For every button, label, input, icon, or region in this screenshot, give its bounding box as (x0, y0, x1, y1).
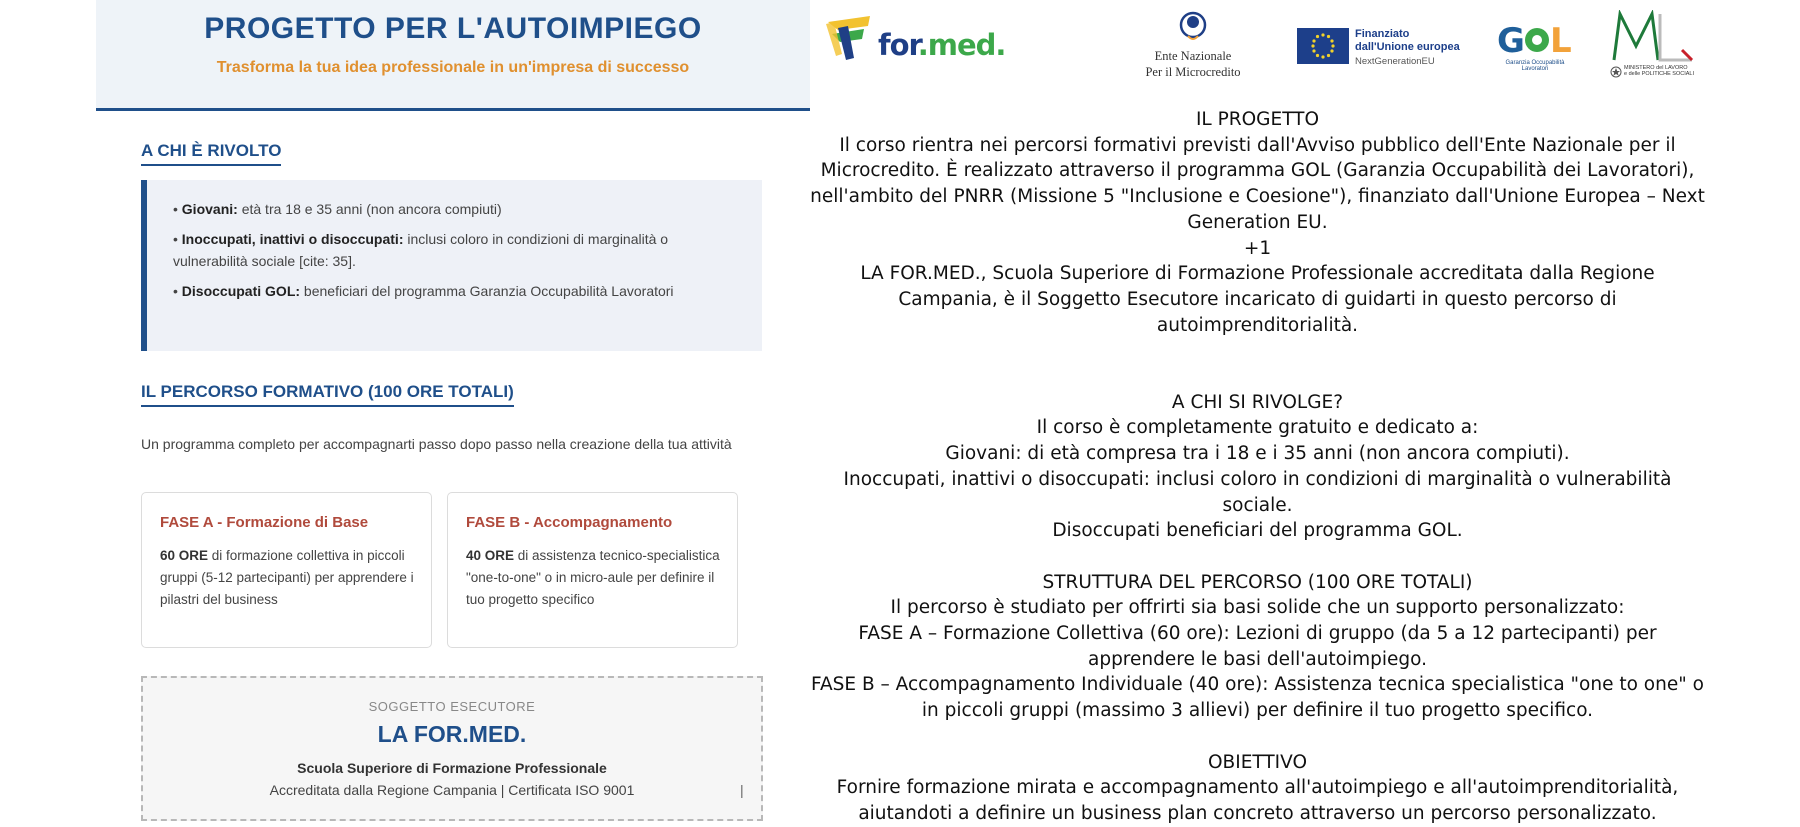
eu-ngeu-text: NextGenerationEU (1355, 56, 1435, 67)
doc-line: FASE B – Accompagnamento Individuale (40 ore): Assistenza tecnica specialistica "one to one" o (811, 674, 1704, 696)
phase-hours: 40 ORE (466, 548, 515, 563)
gol-logo-text: Garanzia Occupabilità Lavoratori (1505, 60, 1565, 72)
enm-line1: Ente Nazionale (1154, 49, 1232, 63)
doc-line: A CHI SI RIVOLGE? (1171, 391, 1344, 413)
doc-line (810, 364, 1705, 390)
doc-line: sociale. (1222, 494, 1293, 516)
enm-logo-text (1128, 48, 1258, 80)
list-item: • Disoccupati GOL: beneficiari del programma Garanzia Occupabilità Lavoratori (173, 283, 674, 299)
phase-title: FASE A - Formazione di Base (160, 514, 369, 531)
phase-card-b (447, 492, 738, 648)
enm-logo (1128, 10, 1258, 80)
item-label: Inoccupati, inattivi o disoccupati: (181, 231, 404, 247)
doc-line: IL PROGETTO (1195, 109, 1320, 130)
executor-name: LA FOR.MED. (377, 721, 527, 747)
formed-logo-icon (824, 14, 880, 64)
doc-line (810, 338, 1705, 364)
section-title-target: A CHI È RIVOLTO (141, 141, 281, 166)
doc-line: OBIETTIVO (1207, 751, 1308, 773)
executor-subtitle: Scuola Superiore di Formazione Professionale (297, 760, 607, 776)
formed-logo-med: .med. (917, 28, 1006, 62)
doc-line: Fornire formazione mirata e accompagnamento all'autoimpiego e all'autoimprenditorialità, (836, 777, 1679, 799)
phase-text (160, 545, 414, 611)
doc-line: Microcredito. È realizzato attraverso il programma GOL (Garanzia Occupabilità dei Lavoratori), (820, 160, 1695, 182)
doc-line (810, 544, 1705, 570)
enm-line2: Per il Microcredito (1145, 65, 1241, 79)
phase-desc: di formazione collettiva in piccoli gruppi (5-12 partecipanti) per apprendere i pilastri del business (160, 548, 414, 607)
doc-line: aiutandoti a definire un business plan concreto attraverso un percorso personalizzato. (858, 802, 1657, 824)
item-label: Disoccupati GOL: (181, 283, 301, 299)
course-intro: Un programma completo per accompagnarti passo dopo passo nella creazione della tua attività (141, 436, 732, 452)
emblem-icon (1610, 66, 1622, 78)
section-title-course: IL PERCORSO FORMATIVO (100 ORE TOTALI) (141, 382, 514, 407)
doc-line: Il corso rientra nei percorsi formativi previsti dall'Avviso pubblico dell'Ente Nazionale per il (839, 134, 1676, 156)
enm-logo-icon (1176, 10, 1210, 44)
formed-logo-text (878, 28, 1005, 62)
page-title: PROGETTO PER L'AUTOIMPIEGO (204, 12, 702, 45)
formed-logo (824, 12, 1004, 68)
doc-line: LA FOR.MED., Scuola Superiore di Formazione Professionale accreditata dalla Regione (860, 263, 1655, 285)
doc-line: Il corso è completamente gratuito e dedicato a: (1036, 417, 1479, 439)
doc-line: STRUTTURA DEL PERCORSO (100 ORE TOTALI) (1042, 571, 1473, 593)
hero-banner (96, 0, 810, 111)
document-panel (810, 0, 1800, 824)
document-text (810, 107, 1705, 827)
page-subtitle: Trasforma la tua idea professionale in un'impresa di successo (216, 59, 690, 76)
ministry-line2: e delle POLITICHE SOCIALI (1624, 71, 1694, 77)
ministry-logo-icon (1610, 10, 1700, 62)
target-box (141, 180, 762, 351)
item-label: Giovani: (181, 201, 238, 217)
doc-line: Giovani: di età compresa tra i 18 e i 35 anni (non ancora compiuti). (945, 443, 1570, 465)
list-item: • Inoccupati, inattivi o disoccupati: inclusi coloro in condizioni di marginalità o vulnerabilità sociale [cite: 35]. (173, 231, 669, 269)
doc-line: Disoccupati beneficiari del programma GOL. (1052, 520, 1463, 542)
phase-desc: di assistenza tecnico-specialistica "one-to-one" o in micro-aule per definire il tuo progetto specifico (466, 548, 720, 607)
phase-title: FASE B - Accompagnamento (466, 514, 673, 531)
ministry-logo (1610, 10, 1700, 80)
gol-logo (1495, 18, 1575, 70)
svg-text:G: G (1497, 21, 1525, 58)
svg-text:L: L (1550, 21, 1572, 58)
gol-logo-icon (1495, 18, 1575, 58)
list-item: • Giovani: età tra 18 e 35 anni (non ancora compiuti) (173, 201, 502, 217)
doc-line: +1 (1243, 237, 1272, 259)
doc-line: Generation EU. (1187, 211, 1328, 233)
doc-line: apprendere le basi dell'autoimpiego. (1087, 648, 1428, 670)
eu-flag-icon (1297, 28, 1349, 64)
phase-card-a (141, 492, 432, 648)
doc-line: Campania, è il Soggetto Esecutore incaricato di guidarti in questo percorso di (898, 288, 1617, 310)
doc-line: FASE A – Formazione Collettiva (60 ore): Lezioni di gruppo (da 5 a 12 partecipanti) per (858, 623, 1657, 645)
doc-line: nell'ambito del PNRR (Missione 5 "Inclusione e Coesione"), finanziato dall'Unione Europea – Next (810, 186, 1705, 208)
formed-logo-for: for (878, 28, 918, 62)
executor-box (141, 676, 763, 821)
text-cursor: | (740, 782, 744, 798)
item-text: età tra 18 e 35 anni (non ancora compiuti) (237, 201, 502, 217)
eu-logo-text (1355, 28, 1460, 54)
item-text: inclusi coloro in condizioni di marginalità o vulnerabilità sociale [cite: 35]. (173, 231, 669, 269)
doc-line: Inoccupati, inattivi o disoccupati: inclusi coloro in condizioni di marginalità o vulnerabilità (843, 468, 1672, 490)
doc-line (810, 724, 1705, 750)
eu-line1: Finanziato (1355, 28, 1410, 40)
doc-line: autoimprenditorialità. (1156, 314, 1359, 336)
executor-label: SOGGETTO ESECUTORE (368, 699, 536, 714)
ministry-line1: MINISTERO del LAVORO (1624, 65, 1688, 71)
doc-line: Il percorso è studiato per offrirti sia basi solide che un supporto personalizzato: (890, 597, 1625, 619)
doc-line: in piccoli gruppi (massimo 3 allievi) per definire il tuo progetto specifico. (921, 700, 1594, 722)
ministry-logo-text (1624, 65, 1704, 77)
executor-accreditation: Accreditata dalla Regione Campania | Certificata ISO 9001 (269, 782, 635, 798)
eu-logo (1297, 24, 1469, 70)
eu-line2: dall'Unione europea (1355, 41, 1460, 53)
phase-hours: 60 ORE (160, 548, 209, 563)
item-text: beneficiari del programma Garanzia Occupabilità Lavoratori (300, 283, 674, 299)
phase-text (466, 545, 720, 611)
flyer-panel (96, 0, 810, 821)
